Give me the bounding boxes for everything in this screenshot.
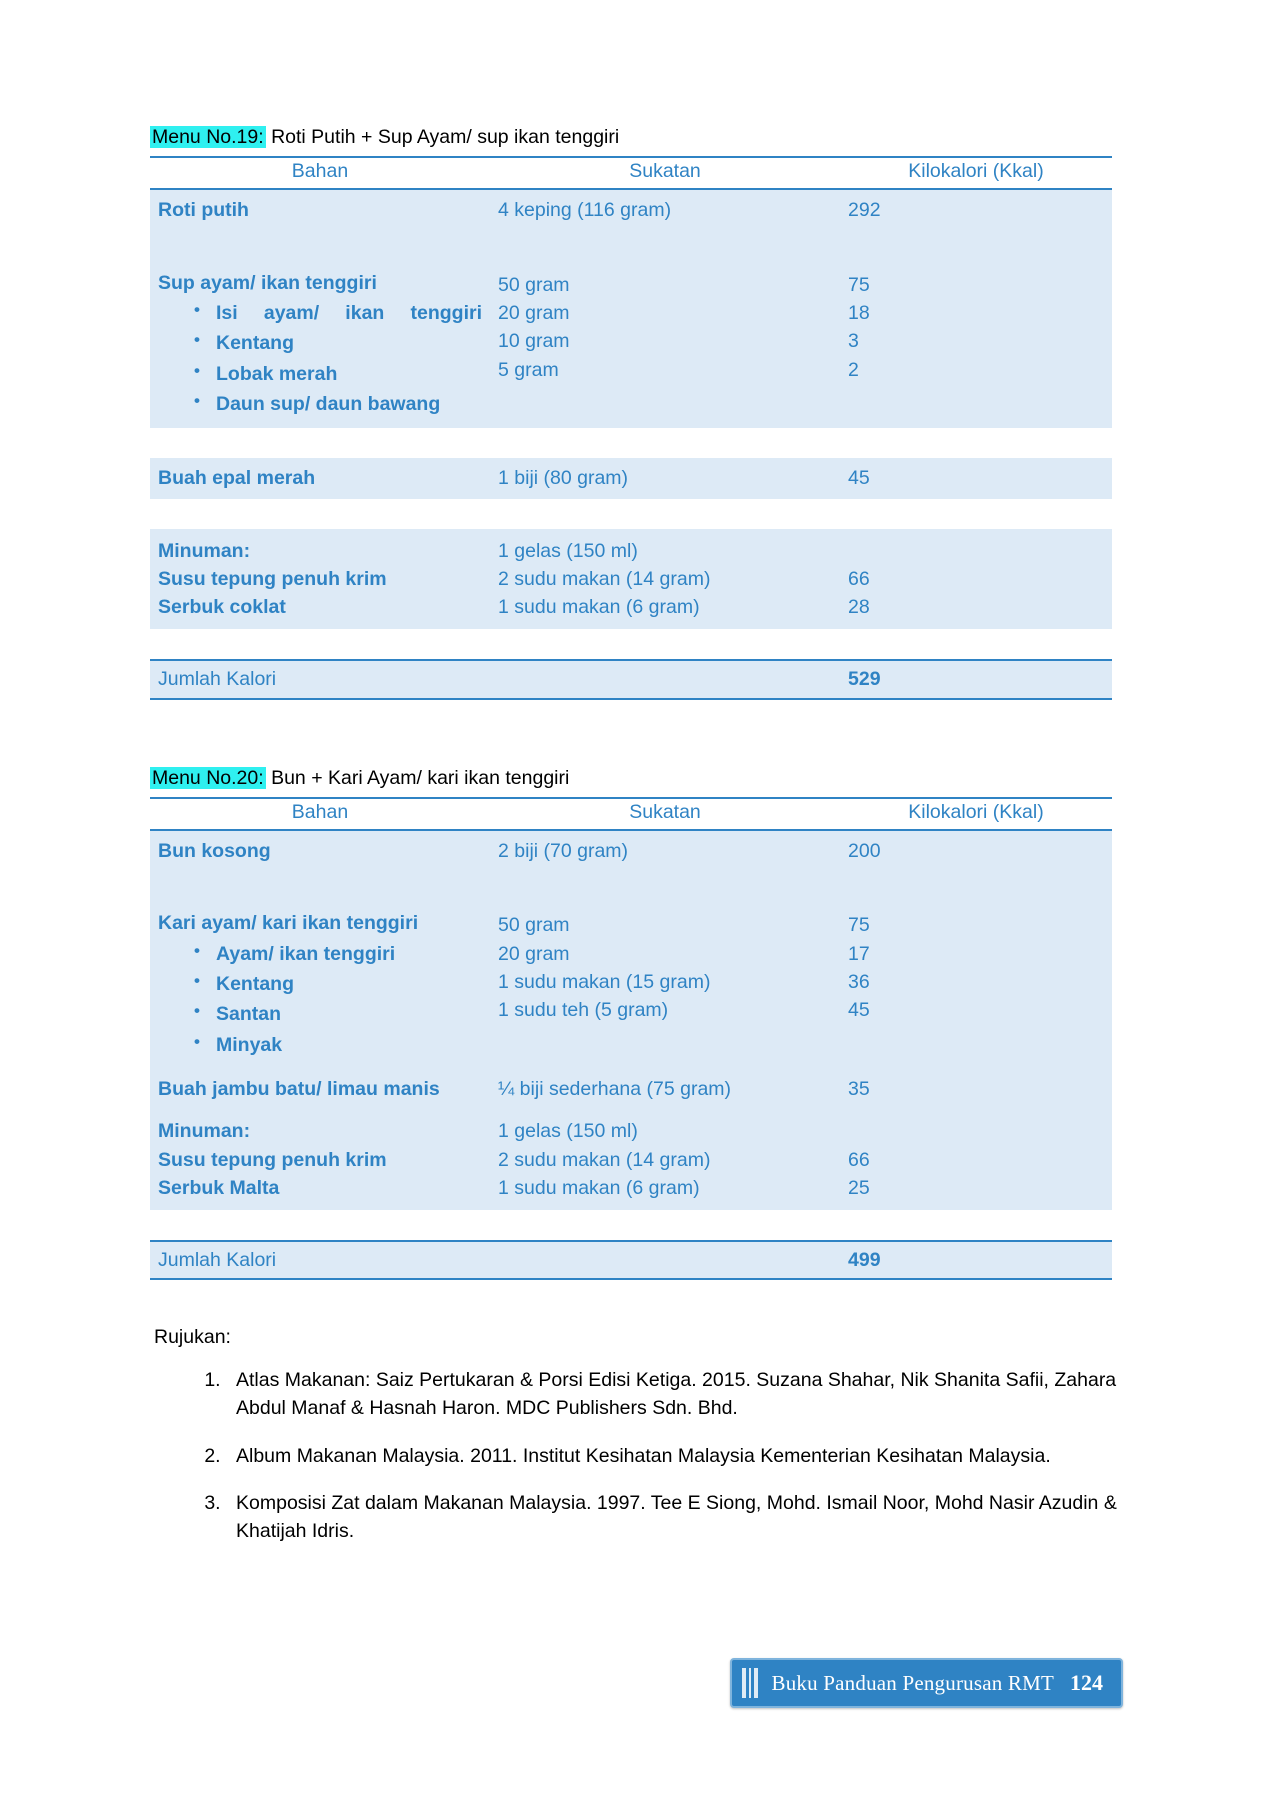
kcal-line <box>848 1117 1104 1145</box>
page-footer <box>0 1656 1273 1708</box>
kcal-line: 18 <box>848 301 870 324</box>
column-header-kilokalori: Kilokalori (Kkal) <box>840 157 1112 189</box>
name-line: Minuman: <box>158 539 251 562</box>
row-spacer <box>150 1210 1112 1241</box>
item-kcal <box>840 263 1112 428</box>
item-kcal: 200 <box>840 830 1112 871</box>
qty-line: 1 gelas (150 ml) <box>498 539 638 562</box>
qty-line: 1 sudu makan (6 gram) <box>498 1176 700 1199</box>
item-kcal: 35 <box>840 1069 1112 1109</box>
kcal-line <box>848 537 1104 565</box>
total-row <box>150 660 1112 698</box>
total-row <box>150 1241 1112 1279</box>
qty-line: 2 sudu makan (14 gram) <box>498 1148 711 1171</box>
list-item: • Kentang <box>216 970 482 998</box>
name-line: Susu tepung penuh krim <box>158 567 387 590</box>
table-header-row <box>150 157 1112 189</box>
qty-line: 5 gram <box>498 358 559 381</box>
item-name: Buah jambu batu/ limau manis <box>150 1069 490 1109</box>
item-qty <box>490 529 840 630</box>
total-qty <box>490 660 840 698</box>
qty-line: 20 gram <box>498 301 570 324</box>
column-header-sukatan: Sukatan <box>490 798 840 830</box>
reference-item: 2. Album Makanan Malaysia. 2011. Institut Kesihatan Malaysia Kementerian Kesihatan Malaysia. <box>226 1443 1123 1471</box>
total-value: 499 <box>840 1241 1112 1279</box>
qty-stack <box>498 537 832 622</box>
row-spacer <box>150 871 1112 903</box>
item-bullet-list <box>158 940 482 1059</box>
qty-line: 20 gram <box>498 942 570 965</box>
item-name <box>150 1109 490 1210</box>
reference-item: 3. Komposisi Zat dalam Makanan Malaysia. 1997. Tee E Siong, Mohd. Ismail Noor, Mohd Nasir Azudin & Khatijah Idris. <box>226 1490 1123 1545</box>
bookmark-icon <box>742 1668 758 1698</box>
section-gap <box>150 700 1123 766</box>
kcal-line: 75 <box>848 914 870 937</box>
item-kcal: 45 <box>840 458 1112 498</box>
list-item: • Lobak merah <box>216 360 482 388</box>
qty-stack <box>498 911 832 1024</box>
menu-20-title: Bun + Kari Ayam/ kari ikan tenggiri <box>265 766 570 789</box>
kcal-line: 3 <box>848 330 859 353</box>
menu-19-table <box>150 156 1112 699</box>
table-row <box>150 830 1112 871</box>
item-qty: 1 biji (80 gram) <box>490 458 840 498</box>
menu-19-tag: Menu No.19: <box>152 126 264 148</box>
item-kcal: 292 <box>840 189 1112 230</box>
list-item: • Kentang <box>216 329 482 357</box>
list-item: • Ayam/ ikan tenggiri <box>216 940 482 968</box>
table-row <box>150 529 1112 630</box>
kcal-line: 36 <box>848 970 870 993</box>
row-spacer <box>150 428 1112 458</box>
name-line: Minuman: <box>158 1120 251 1143</box>
list-item: • Daun sup/ daun bawang <box>216 390 482 418</box>
item-qty <box>490 903 840 1068</box>
kcal-line: 66 <box>848 1148 870 1171</box>
kcal-line: 66 <box>848 567 870 590</box>
qty-line: 2 sudu makan (14 gram) <box>498 567 711 590</box>
list-item: • Santan <box>216 1000 482 1028</box>
item-name <box>150 529 490 630</box>
item-kcal <box>840 1109 1112 1210</box>
table-row <box>150 1069 1112 1109</box>
kcal-line: 17 <box>848 942 870 965</box>
menu-20-tag: Menu No.20: <box>152 766 264 789</box>
item-qty <box>490 1109 840 1210</box>
item-name <box>150 263 490 428</box>
menu-20-table <box>150 797 1112 1280</box>
table-row <box>150 458 1112 498</box>
item-group-title: Kari ayam/ kari ikan tenggiri <box>158 912 419 935</box>
references-label: Rujukan: <box>154 1326 231 1349</box>
qty-line: 1 gelas (150 ml) <box>498 1120 638 1143</box>
name-line: Serbuk Malta <box>158 1176 280 1199</box>
kcal-stack <box>848 1117 1104 1202</box>
item-group-title: Sup ayam/ ikan tenggiri <box>158 271 377 294</box>
name-stack <box>158 1117 482 1202</box>
column-header-sukatan: Sukatan <box>490 157 840 189</box>
item-name <box>150 903 490 1068</box>
row-spacer <box>150 499 1112 529</box>
total-label: Jumlah Kalori <box>150 660 490 698</box>
name-line: Serbuk coklat <box>158 596 286 619</box>
kcal-line: 2 <box>848 358 859 381</box>
kcal-stack <box>848 271 1104 384</box>
column-header-bahan: Bahan <box>150 157 490 189</box>
column-header-bahan: Bahan <box>150 798 490 830</box>
qty-line: 1 sudu makan (15 gram) <box>498 970 711 993</box>
column-header-kilokalori: Kilokalori (Kkal) <box>840 798 1112 830</box>
qty-stack <box>498 271 832 384</box>
name-line: Susu tepung penuh krim <box>158 1148 387 1171</box>
table-row <box>150 263 1112 428</box>
menu-block-19 <box>150 125 1123 700</box>
list-item: • Isi ayam/ ikan tenggiri <box>216 299 482 327</box>
references-list <box>150 1367 1123 1545</box>
total-label: Jumlah Kalori <box>150 1241 490 1279</box>
item-kcal <box>840 903 1112 1068</box>
table-header-row <box>150 798 1112 830</box>
menu-20-heading <box>150 766 1123 791</box>
footer-title: Buku Panduan Pengurusan RMT <box>771 1670 1054 1695</box>
list-item: • Minyak <box>216 1031 482 1059</box>
item-qty: 4 keping (116 gram) <box>490 189 840 230</box>
menu-19-heading <box>150 125 1123 150</box>
menu-block-20 <box>150 766 1123 1281</box>
kcal-stack <box>848 911 1104 1024</box>
kcal-line: 25 <box>848 1176 870 1199</box>
qty-line: 1 sudu makan (6 gram) <box>498 596 700 619</box>
kcal-line: 45 <box>848 999 870 1022</box>
qty-line: 1 sudu teh (5 gram) <box>498 999 669 1022</box>
name-stack <box>158 537 482 622</box>
item-bullet-list <box>158 299 482 418</box>
references-section <box>150 1326 1123 1545</box>
item-kcal <box>840 529 1112 630</box>
table-row <box>150 1109 1112 1210</box>
total-qty <box>490 1241 840 1279</box>
kcal-line: 75 <box>848 273 870 296</box>
item-name: Roti putih <box>150 189 490 230</box>
qty-stack <box>498 1117 832 1202</box>
qty-line: 10 gram <box>498 330 570 353</box>
table-row <box>150 189 1112 230</box>
item-qty <box>490 263 840 428</box>
reference-item: 1. Atlas Makanan: Saiz Pertukaran & Porsi Edisi Ketiga. 2015. Suzana Shahar, Nik Shanita Safii, Zahara Abdul Manaf & Hasnah Haron. MDC Publishers Sdn. Bhd. <box>226 1367 1123 1422</box>
qty-line: 50 gram <box>498 273 570 296</box>
page-number: 124 <box>1070 1670 1103 1695</box>
item-name: Bun kosong <box>150 830 490 871</box>
footer-badge <box>730 1658 1123 1708</box>
row-spacer <box>150 629 1112 660</box>
row-spacer <box>150 231 1112 263</box>
kcal-stack <box>848 537 1104 622</box>
table-row <box>150 903 1112 1068</box>
qty-line: 50 gram <box>498 914 570 937</box>
kcal-line: 28 <box>848 596 870 619</box>
item-name: Buah epal merah <box>150 458 490 498</box>
item-qty: 2 biji (70 gram) <box>490 830 840 871</box>
item-qty: ¼ biji sederhana (75 gram) <box>490 1069 840 1109</box>
menu-19-title: Roti Putih + Sup Ayam/ sup ikan tenggiri <box>265 126 620 148</box>
total-value: 529 <box>840 660 1112 698</box>
